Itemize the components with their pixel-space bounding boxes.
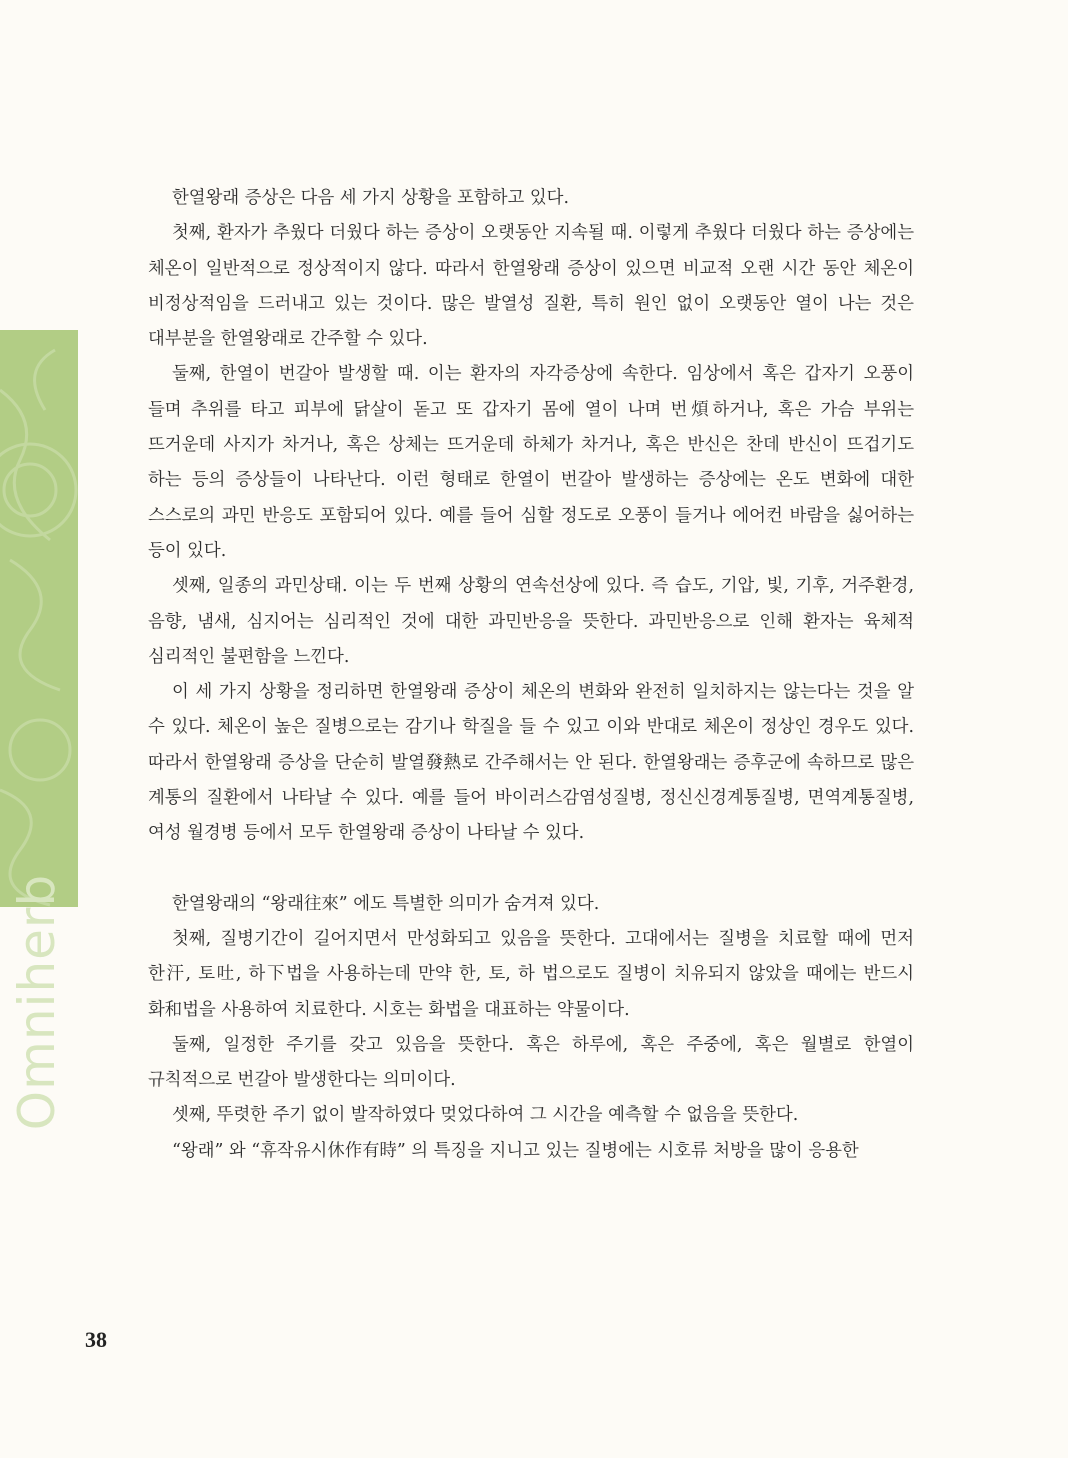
sidebar-band bbox=[0, 330, 78, 907]
body-text bbox=[148, 181, 914, 1169]
paragraph: 이 세 가지 상황을 정리하면 한열왕래 증상이 체온의 변화와 완전히 일치하지는 않는다는 것을 알 수 있다. 체온이 높은 질병으로는 감기나 학질을 들 수 있고 이와 반대로 체온이 정상인 경우도 있다. 따라서 한열왕래 증상을 단순히 발열發熱로 간주해서는 안 된다. 한열왕래는 증후군에 속하므로 많은 계통의 질환에서 나타날 수 있다. 예를 들어 바이러스감염성질병, 정신신경계통질병, 면역계통질병, 여성 월경병 등에서 모두 한열왕래 증상이 나타날 수 있다. bbox=[148, 682, 914, 844]
paragraph: “왕래” 와 “휴작유시休作有時” 의 특징을 지니고 있는 질병에는 시호류 처방을 많이 응용한 bbox=[172, 1140, 859, 1161]
paragraph: 셋째, 일종의 과민상태. 이는 두 번째 상황의 연속선상에 있다. 즉 습도, 기압, 빛, 기후, 거주환경, 음향, 냄새, 심지어는 심리적인 것에 대한 과민반응을 뜻한다. 과민반응으로 인해 환자는 육체적 심리적인 불편함을 느낀다. bbox=[148, 576, 914, 667]
ornament-pattern bbox=[0, 330, 78, 907]
paragraph: 둘째, 일정한 주기를 갖고 있음을 뜻한다. 혹은 하루에, 혹은 주중에, 혹은 월별로 한열이 규칙적으로 번갈아 발생한다는 의미이다. bbox=[148, 1034, 914, 1091]
paragraph: 첫째, 환자가 추웠다 더웠다 하는 증상이 오랫동안 지속될 때. 이렇게 추웠다 더웠다 하는 증상에는 체온이 일반적으로 정상적이지 않다. 따라서 한열왕래 증상이 있으면 비교적 오랜 시간 동안 체온이 비정상적임을 드러내고 있는 것이다. 많은 발열성 질환, 특히 원인 없이 오랫동안 열이 나는 것은 대부분을 한열왕래로 간주할 수 있다. bbox=[148, 223, 914, 350]
paragraph: 한열왕래의 “왕래往來” 에도 특별한 의미가 숨겨져 있다. bbox=[172, 893, 600, 914]
paragraph: 첫째, 질병기간이 길어지면서 만성화되고 있음을 뜻한다. 고대에서는 질병을 치료할 때에 먼저 한汗, 토吐, 하下법을 사용하는데 만약 한, 토, 하 법으로도 질병이 치유되지 않았을 때에는 반드시 화和법을 사용하여 치료한다. 시호는 화법을 대표하는 약물이다. bbox=[148, 928, 914, 1020]
paragraph: 한열왕래 증상은 다음 세 가지 상황을 포함하고 있다. bbox=[172, 188, 570, 208]
paragraph: 둘째, 한열이 번갈아 발생할 때. 이는 환자의 자각증상에 속한다. 임상에서 혹은 갑자기 오풍이 들며 추위를 타고 피부에 닭살이 돋고 또 갑자기 몸에 열이 나며 번煩하거나, 혹은 가슴 부위는 뜨거운데 사지가 차거나, 혹은 상체는 뜨거운데 하체가 차거나, 혹은 반신은 찬데 반신이 뜨겁기도 하는 등의 증상들이 나타난다. 이런 형태로 한열이 번갈아 발생하는 증상에는 온도 변화에 대한 스스로의 과민 반응도 포함되어 있다. 예를 들어 심할 정도로 오풍이 들거나 에어컨 바람을 싫어하는 등이 있다. bbox=[148, 364, 914, 561]
paragraph: 셋째, 뚜렷한 주기 없이 발작하였다 멎었다하여 그 시간을 예측할 수 없음을 뜻한다. bbox=[172, 1105, 799, 1126]
page-number: 38 bbox=[85, 1327, 107, 1352]
brand-label: Omniherb bbox=[8, 873, 66, 1131]
